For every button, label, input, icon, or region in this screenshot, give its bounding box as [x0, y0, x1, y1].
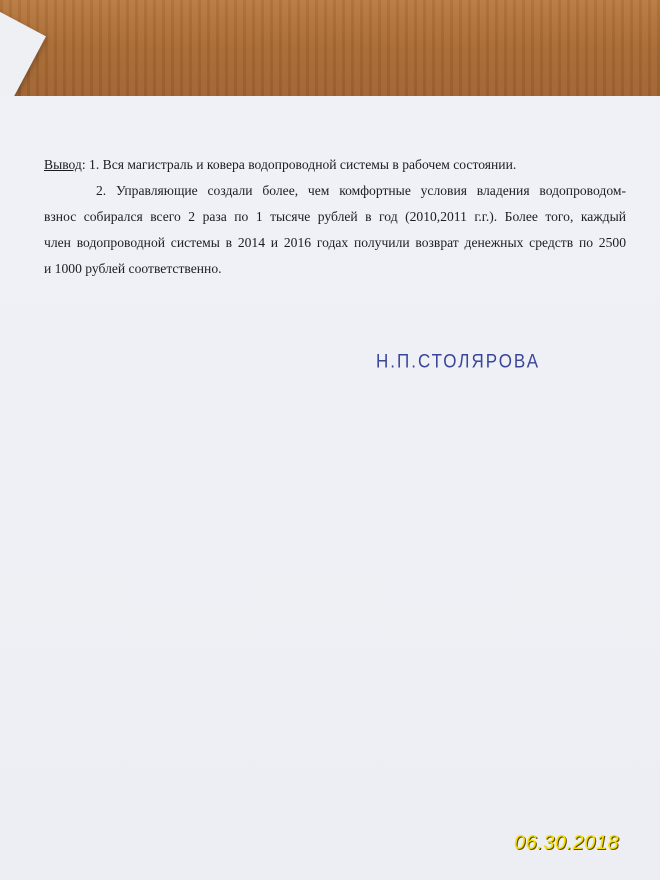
name-stamp: Н.П.СТОЛЯРОВА	[376, 350, 541, 372]
photo-date-stamp: 06.30.2018	[514, 832, 620, 854]
point-2-line-2: взнос собирался всего 2 раза по 1 тысяче рублей в год (2010,2011 г.г.). Более того, каждый	[44, 209, 626, 224]
point-2-line-3: член водопроводной системы в 2014 и 2016 годах получили возврат денежных средств по 2500	[44, 235, 626, 250]
document-text	[44, 152, 626, 282]
point-1-text: : 1. Вся магистраль и ковера водопроводной системы в рабочем состоянии.	[81, 157, 517, 172]
conclusion-line	[44, 152, 626, 178]
document-page	[0, 96, 660, 880]
point-2-line-4: и 1000 рублей соответственно.	[44, 261, 222, 276]
point-2-line-1: 2. Управляющие создали более, чем комфортные условия владения водопроводом-	[96, 183, 626, 198]
conclusion-label: Вывод	[44, 157, 82, 172]
